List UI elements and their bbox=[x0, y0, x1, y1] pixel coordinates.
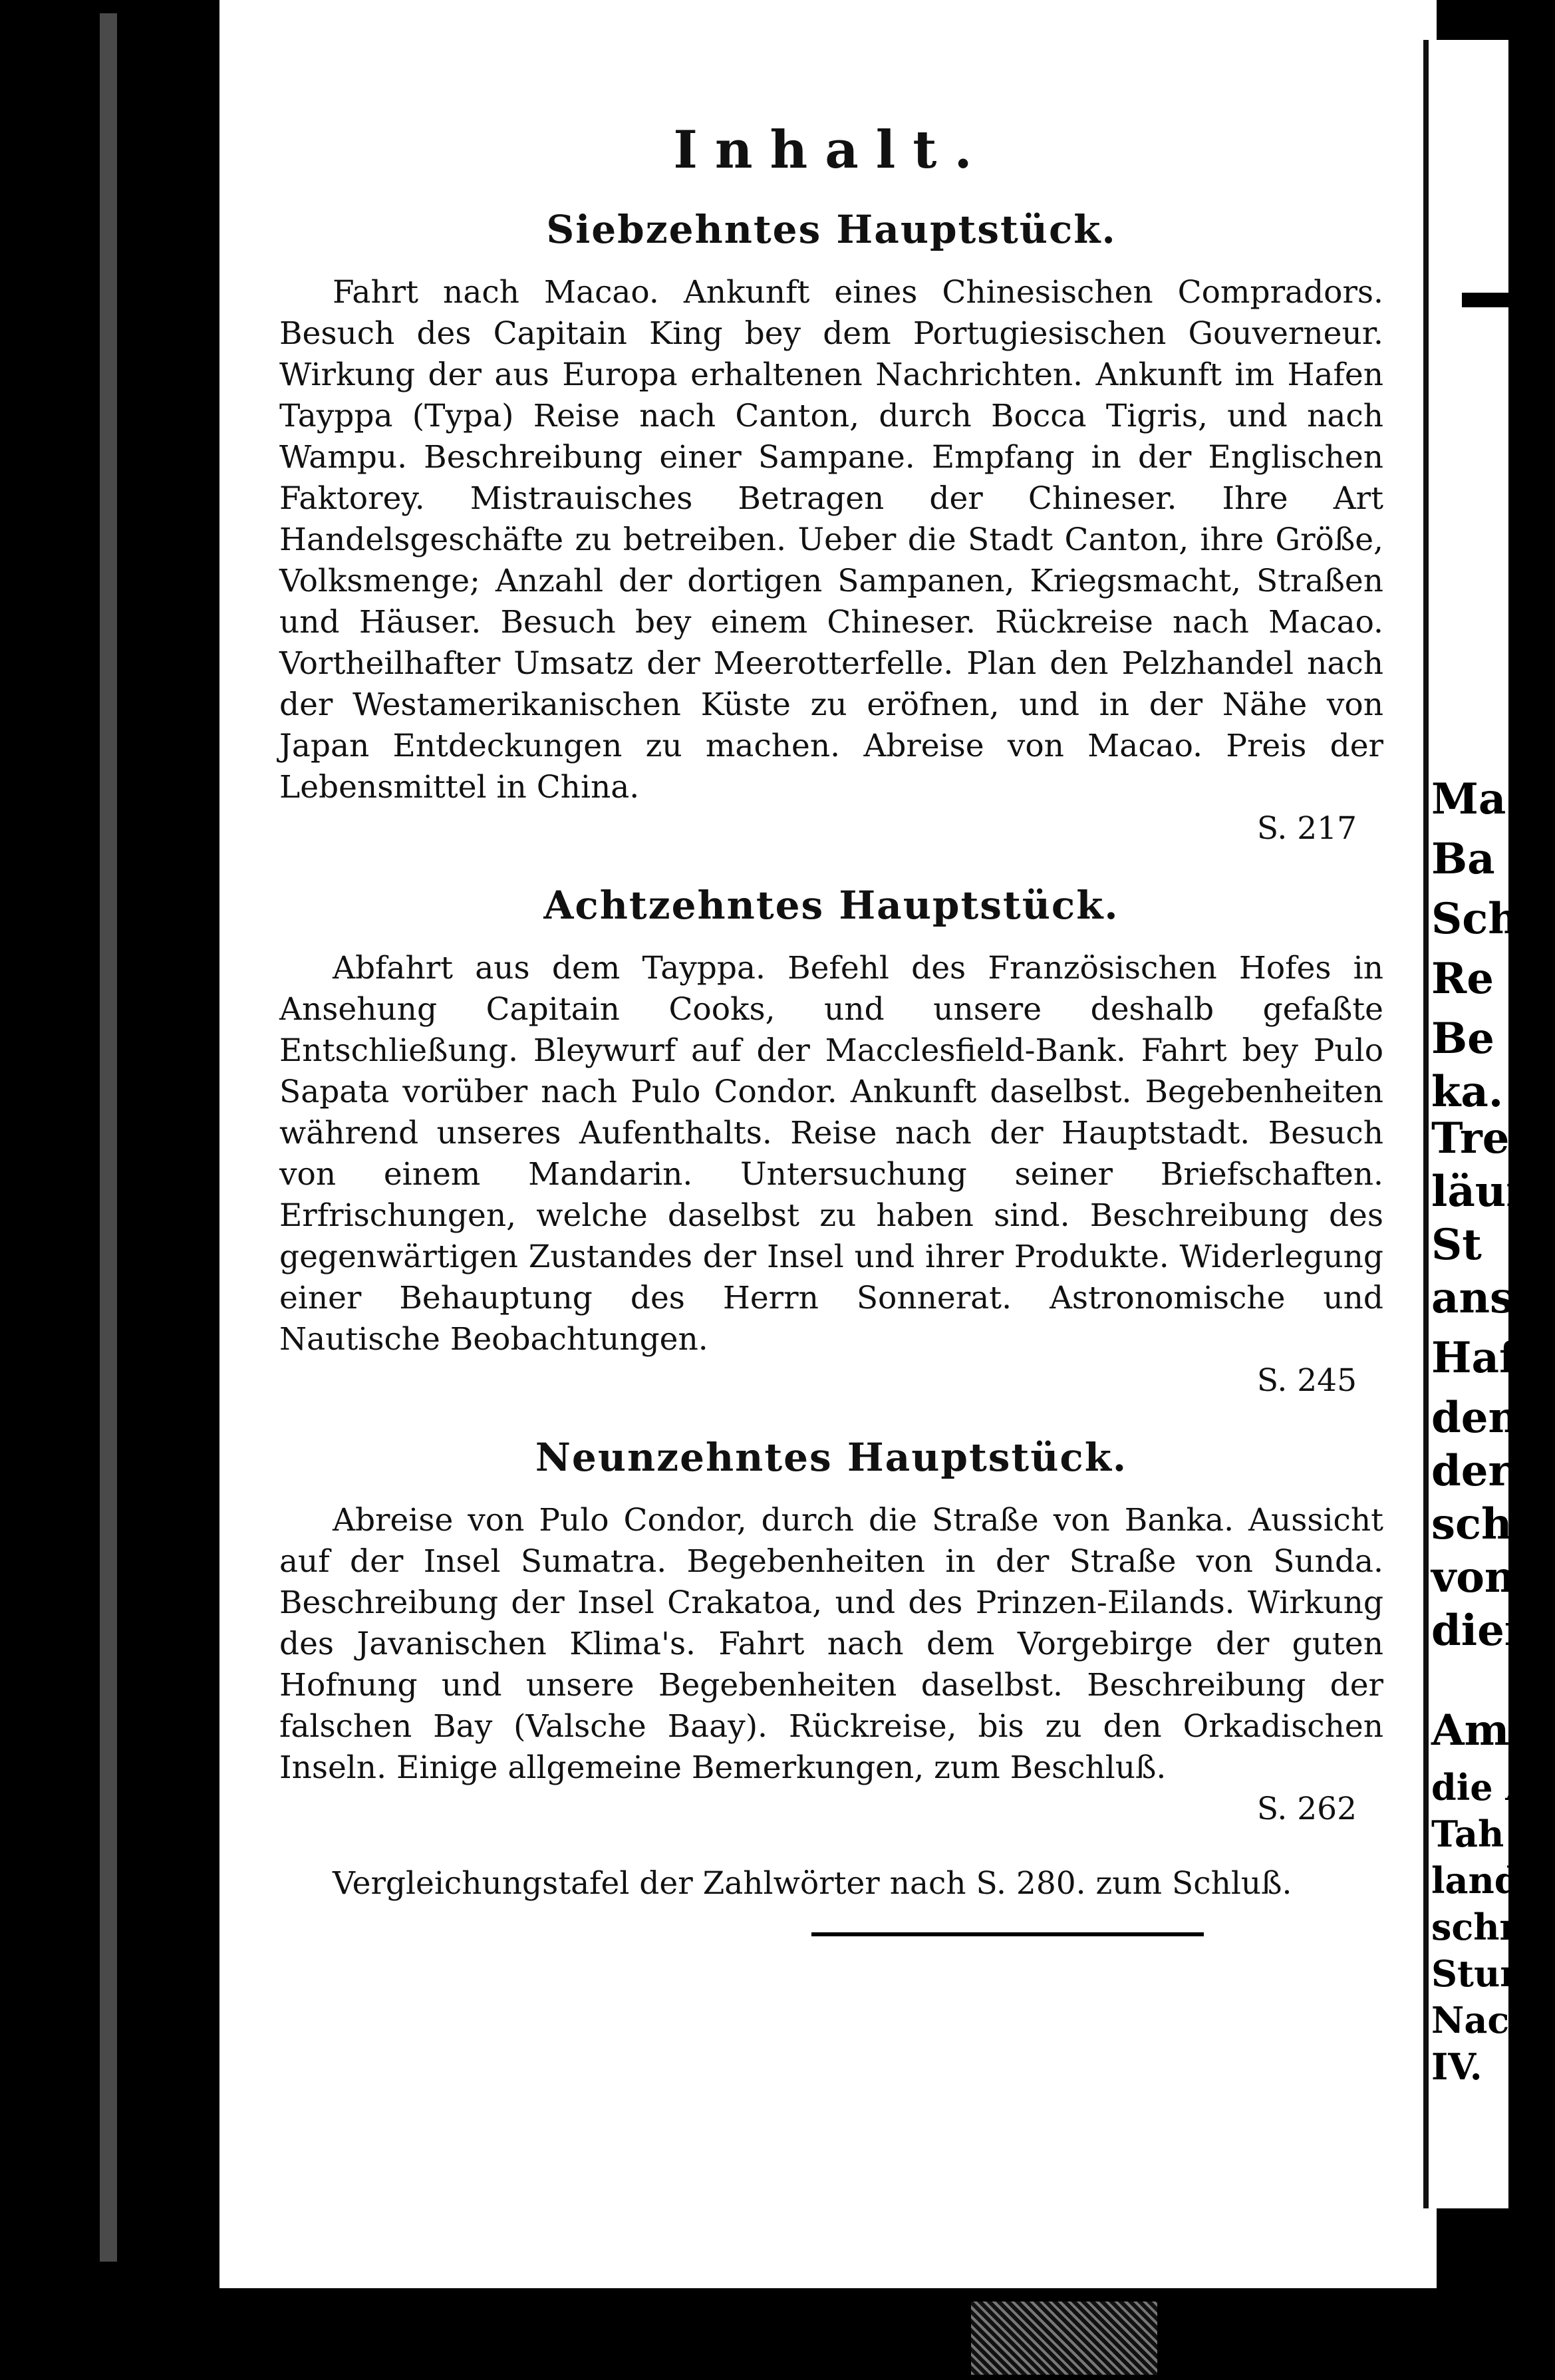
scan-left-border bbox=[0, 0, 133, 2380]
chapter-summary: Abfahrt aus dem Tayppa. Befehl des Französischen Hofes in Ansehung Capitain Cooks, und unsere deshalb gefaßte Entschließung. Bleywurf auf der Macclesfield-Bank. Fahrt bey Pulo Sapata vorüber nach Pulo Condor. Ankunft daselbst. Begebenheiten während unseres Aufenthalts. Reise nach der Hauptstadt. Besuch von einem Mandarin. Untersuchung seiner Briefschaften. Erfrischungen, welche daselbst zu haben sind. Beschreibung des gegenwärtigen Zustandes der Insel und ihrer Produkte. Widerlegung einer Behauptung des Herrn Sonnerat. Astronomische und Nautische Beobachtungen. bbox=[279, 950, 1383, 1358]
end-divider-rule bbox=[811, 1932, 1204, 1936]
adjacent-page-fragment: Ma bbox=[1431, 774, 1506, 824]
adjacent-page-fragment: ans bbox=[1431, 1273, 1514, 1323]
adjacent-page-fragment: den bbox=[1431, 1393, 1519, 1443]
adjacent-page-fragment: der bbox=[1431, 1446, 1511, 1496]
chapter-entry-19 bbox=[279, 1435, 1383, 1830]
adjacent-page-fragment: Re bbox=[1431, 954, 1494, 1004]
adjacent-page-fragment: Haf bbox=[1431, 1333, 1518, 1383]
adjacent-page-fragment: St bbox=[1431, 1220, 1482, 1270]
adjacent-page-rule bbox=[1462, 293, 1508, 307]
adjacent-page-edge bbox=[1423, 40, 1555, 2208]
chapter-title: Achtzehntes Hauptstück. bbox=[543, 883, 1119, 928]
adjacent-page-fragment: dien bbox=[1431, 1606, 1536, 1656]
adjacent-page-fragment: Tre bbox=[1431, 1114, 1510, 1163]
chapter-title: Neunzehntes Hauptstück. bbox=[535, 1435, 1128, 1480]
chapter-page-reference: S. 245 bbox=[1256, 1362, 1357, 1399]
adjacent-page-fragment: IV. bbox=[1431, 2045, 1483, 2088]
chapter-page-reference: S. 217 bbox=[1256, 810, 1357, 847]
adjacent-page-fragment: Nach bbox=[1431, 1999, 1536, 2041]
chapter-summary: Abreise von Pulo Condor, durch die Straße von Banka. Aussicht auf der Insel Sumatra. Begebenheiten in der Straße von Sunda. Beschreibung der Insel Crakatoa, und des Prinzen-Eilands. Wirkung des Javanischen Klima's. Fahrt nach dem Vorgebirge der guten Hofnung und unsere Begebenheiten daselbst. Beschreibung der falschen Bay (Valsche Baay). Rückreise, bis zu den Orkadischen Inseln. Einige allgemeine Bemerkungen, zum Beschluß. bbox=[279, 1502, 1383, 1786]
book-page bbox=[219, 0, 1437, 2288]
adjacent-page-fragment: läuf bbox=[1431, 1167, 1524, 1217]
adjacent-page-fragment: Tah bbox=[1431, 1813, 1504, 1855]
adjacent-page-fragment: land bbox=[1431, 1859, 1520, 1902]
adjacent-page-fragment: Be bbox=[1431, 1014, 1494, 1064]
page-running-title: Inhalt. bbox=[673, 120, 990, 180]
adjacent-page-fragment: von bbox=[1431, 1553, 1516, 1602]
adjacent-page-fragment: schrei bbox=[1431, 1906, 1555, 1948]
adjacent-page-fragment: Sch bbox=[1431, 894, 1519, 944]
chapter-entry-17 bbox=[279, 207, 1383, 849]
adjacent-page-fragment: ka. bbox=[1431, 1067, 1504, 1117]
comparison-table-note: Vergleichungstafel der Zahlwörter nach S. 280. zum Schluß. bbox=[333, 1865, 1292, 1902]
adjacent-page-fragment: Ba bbox=[1431, 834, 1495, 884]
adjacent-page-fragment: Am bbox=[1431, 1706, 1510, 1755]
table-of-contents bbox=[279, 120, 1383, 1904]
chapter-title: Siebzehntes Hauptstück. bbox=[546, 207, 1117, 252]
chapter-entry-18 bbox=[279, 883, 1383, 1402]
chapter-page-reference: S. 262 bbox=[1256, 1791, 1357, 1827]
adjacent-page-fragment: Stun bbox=[1431, 1952, 1526, 1995]
chapter-summary: Fahrt nach Macao. Ankunft eines Chinesischen Compradors. Besuch des Capitain King bey dem Portugiesischen Gouverneur. Wirkung der aus Europa erhaltenen Nachrichten. Ankunft im Hafen Tayppa (Typa) Reise nach Canton, durch Bocca Tigris, und nach Wampu. Beschreibung einer Sampane. Empfang in der Englischen Faktorey. Mistrauisches Betragen der Chineser. Ihre Art Handelsgeschäfte zu betreiben. Ueber die Stadt Canton, ihre Größe, Volksmenge; Anzahl der dortigen Sampanen, Kriegsmacht, Straßen und Häuser. Besuch bey einem Chineser. Rückreise nach Macao. Vortheilhafter Umsatz der Meerotterfelle. Plan den Pelzhandel nach der Westamerikanischen Küste zu eröfnen, und in der Nähe von Japan Entdeckungen zu machen. Abreise von Macao. Preis der Lebensmittel in China. bbox=[279, 274, 1383, 806]
adjacent-page-fragment: die A bbox=[1431, 1766, 1534, 1809]
scan-artifact bbox=[971, 2302, 1157, 2375]
adjacent-page-fragment: sche bbox=[1431, 1499, 1540, 1549]
page-fold-shadow bbox=[100, 13, 117, 2262]
scan-bottom-border bbox=[219, 2288, 1437, 2380]
